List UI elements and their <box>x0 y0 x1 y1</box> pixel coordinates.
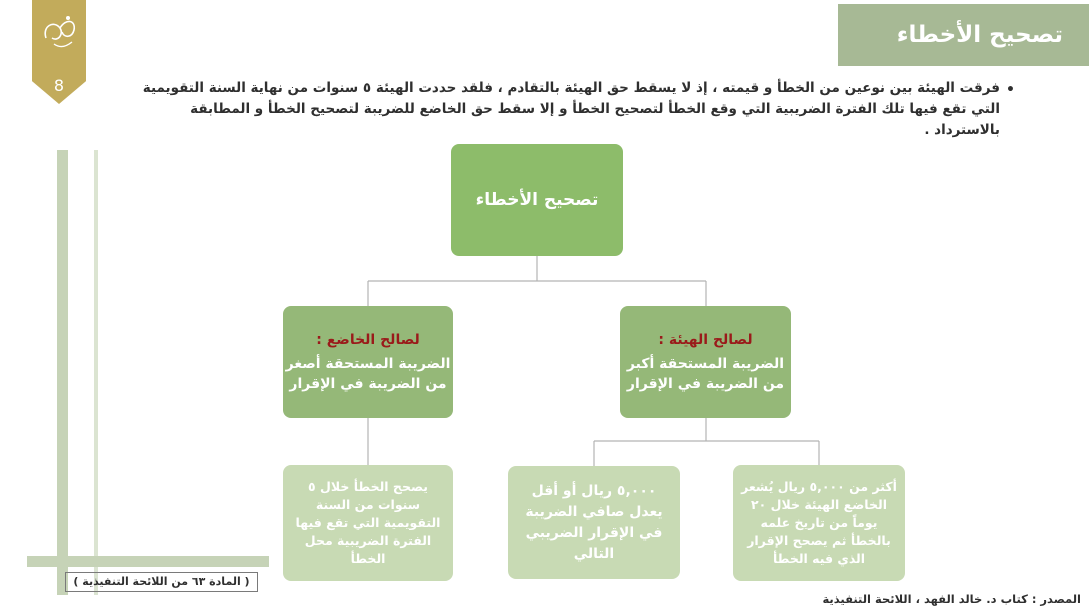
regulation-reference: ( المادة ٦٣ من اللائحة التنفيذية ) <box>65 572 258 592</box>
node-authority-heading: لصالح الهيئة : <box>658 332 753 348</box>
page-title: تصحيح الأخطاء <box>896 22 1063 48</box>
node-root-error-correction <box>451 144 623 256</box>
node-authority-text: الضريبة المستحقة أكبر من الضريبة في الإقرار <box>626 356 785 392</box>
node-authority-favor <box>620 306 791 418</box>
decor-bar-horizontal <box>27 556 269 567</box>
leaf-taxpayer-correction-text: يصحح الخطأ خلال ٥ سنوات من السنة التقويمية التي تقع فيها الفترة الضريبية محل الخطأ <box>295 479 441 566</box>
decor-bar-vertical <box>57 150 68 595</box>
decor-bar-vertical-thin <box>94 150 98 595</box>
leaf-under-5000-text: ٥,٠٠٠ ريال أو أقل يعدل صافي الضريبة في الإقرار الضريبي التالي <box>525 482 663 562</box>
node-taxpayer-text: الضريبة المستحقة أصغر من الضريبة في الإقرار <box>285 356 451 392</box>
node-taxpayer-heading: لصالح الخاضع : <box>316 332 420 348</box>
title-banner <box>838 4 1089 66</box>
leaf-over-5000 <box>733 465 905 581</box>
leaf-over-5000-text: أكثر من ٥,٠٠٠ ريال يُشعر الخاضع الهيئة خلال ٢٠ يوماً من تاريخ علمه بالخطأ ثم يصحح الإقرار الذي فيه الخطأ <box>741 479 897 566</box>
node-taxpayer-favor <box>283 306 453 418</box>
bullet-icon: • <box>1006 82 1015 98</box>
page-number: 8 <box>53 76 65 95</box>
leaf-under-5000 <box>508 466 680 579</box>
leaf-taxpayer-correction <box>283 465 453 581</box>
node-root-label: تصحيح الأخطاء <box>475 190 599 210</box>
source-citation: المصدر : كتاب د. خالد الفهد ، اللائحة التنفيذية <box>822 592 1081 606</box>
logo-icon <box>32 8 86 58</box>
intro-paragraph: فرقت الهيئة بين نوعين من الخطأ و قيمته ، إذ لا يسقط حق الهيئة بالتقادم ، فلقد حددت الهيئة ٥ سنوات من نهاية السنة التقويمية التي تقع فيها تلك الفترة الضريبية التي وقع الخطأ لتصحيح الخطأ و إلا سقط حق الخاضع للضريبة لتصحيح الخطأ و المطابقة بالاسترداد . <box>142 80 1000 138</box>
